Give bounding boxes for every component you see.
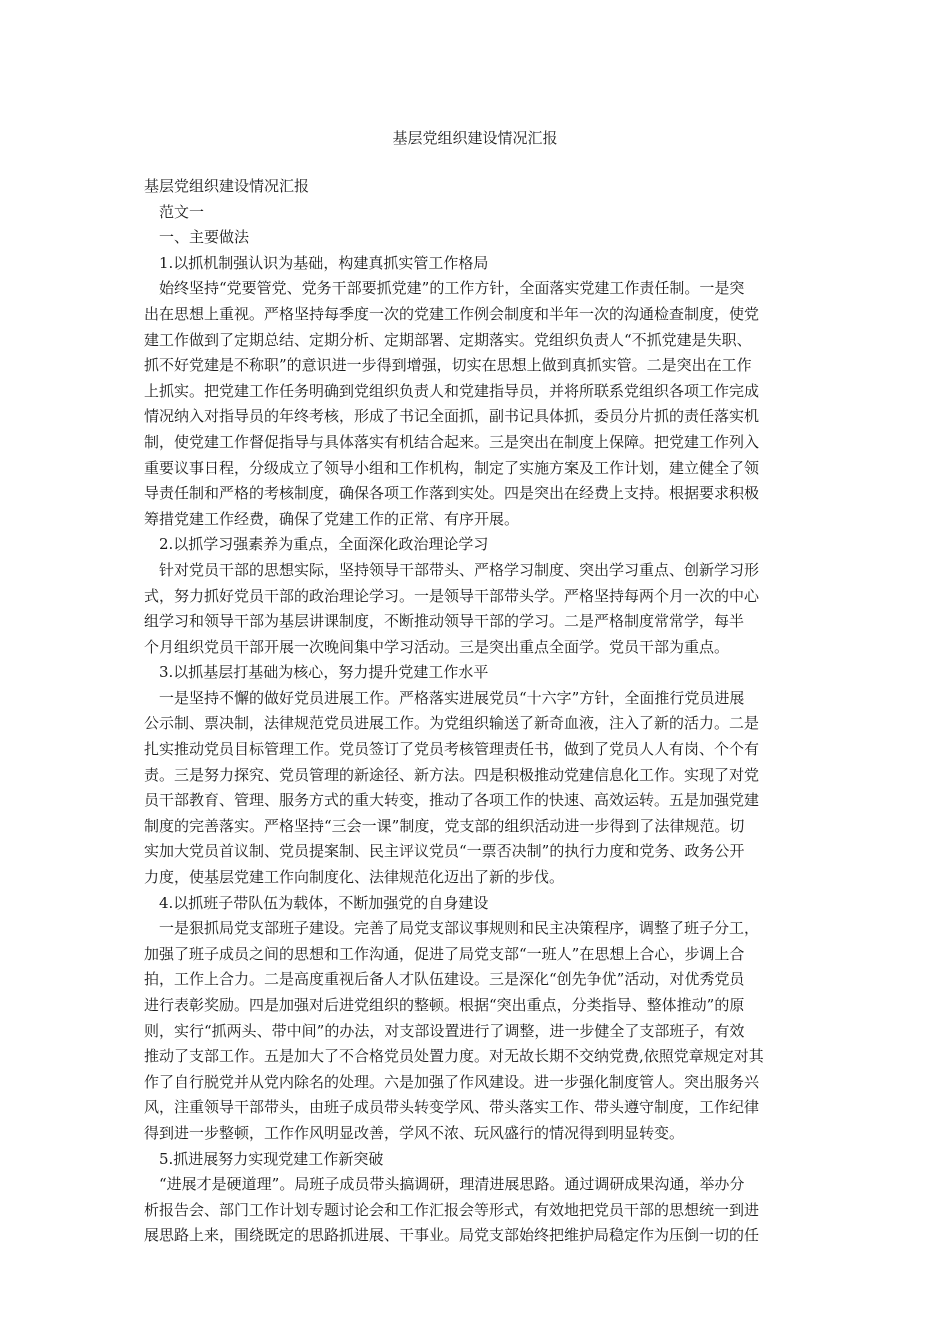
text-line: 范文一 [159,202,205,221]
text-line: 加强了班子成员之间的思想和工作沟通，促进了局党支部“一班人”在思想上合心，步调上合 [144,944,745,963]
text-line: 制度的完善落实。严格坚持“三会一课”制度，党支部的组织活动进一步得到了法律规范。切 [144,816,745,835]
text-line: 制，使党建工作督促指导与具体落实有机结合起来。三是突出在制度上保障。把党建工作列入 [144,432,760,451]
text-line: 1.以抓机制强认识为基础，构建真抓实管工作格局 [159,253,489,272]
text-line: 一是坚持不懈的做好党员进展工作。严格落实进展党员“十六字”方针，全面推行党员进展 [159,688,745,707]
text-line: 实加大党员首议制、党员提案制、民主评议党员“一票否决制”的执行力度和党务、政务公开 [144,842,745,861]
text-line: 作了自行脱党并从党内除名的处理。六是加强了作风建设。进一步强化制度管人。突出服务兴 [144,1072,760,1091]
text-line: 2.以抓学习强素养为重点，全面深化政治理论学习 [159,535,489,554]
text-line: 针对党员干部的思想实际，坚持领导干部带头、严格学习制度、突出学习重点、创新学习形 [159,560,760,579]
text-line: 情况纳入对指导员的年终考核，形成了书记全面抓，副书记具体抓，委员分片抓的责任落实机 [144,407,760,426]
text-line: 上抓实。把党建工作任务明确到党组织负责人和党建指导员，并将所联系党组织各项工作完成 [144,381,760,400]
text-line: 析报告会、部门工作计划专题讨论会和工作汇报会等形式，有效地把党员干部的思想统一到进 [144,1200,760,1219]
text-line: 3.以抓基层打基础为核心，努力提升党建工作水平 [159,663,489,682]
text-line: 力度，使基层党建工作向制度化、法律规范化迈出了新的步伐。 [144,868,565,887]
text-line: 始终坚持“党要管党、党务干部要抓党建”的工作方针，全面落实党建工作责任制。一是突 [159,279,745,298]
text-line: 基层党组织建设情况汇报 [144,177,310,195]
text-line: 4.以抓班子带队伍为载体，不断加强党的自身建设 [159,893,489,912]
text-line: 个月组织党员干部开展一次晚间集中学习活动。三是突出重点全面学。党员干部为重点。 [144,637,730,656]
text-line: 出在思想上重视。严格坚持每季度一次的党建工作例会制度和半年一次的沟通检查制度，使党 [144,304,760,323]
text-line: 扎实推动党员目标管理工作。党员签订了党员考核管理责任书，做到了党员人人有岗、个个有 [144,740,760,759]
text-line: 抓不好党建是不称职”的意识进一步得到增强，切实在思想上做到真抓实管。二是突出在工作 [144,356,752,375]
text-line: 得到进一步整顿，工作作风明显改善，学风不浓、玩风盛行的情况得到明显转变。 [144,1123,685,1142]
document-body [144,174,804,1249]
text-line: 风，注重领导干部带头，由班子成员带头转变学风、带头落实工作、带头遵守制度，工作纪律 [144,1098,760,1117]
page-title: 基层党组织建设情况汇报 [392,129,558,147]
text-line: 导责任制和严格的考核制度，确保各项工作落到实处。四是突出在经费上支持。根据要求积极 [144,484,760,503]
text-line: 推动了支部工作。五是加大了不合格党员处置力度。对无故长期不交纳党费,依照党章规定对其 [144,1047,764,1066]
text-line: 责。三是努力探究、党员管理的新途径、新方法。四是积极推动党建信息化工作。实现了对党 [144,765,760,784]
text-line: 重要议事日程，分级成立了领导小组和工作机构，制定了实施方案及工作计划，建立健全了领 [144,458,760,477]
text-line: 展思路上来，围绕既定的思路抓进展、干事业。局党支部始终把维护局稳定作为压倒一切的任 [144,1226,760,1245]
text-line: 建工作做到了定期总结、定期分析、定期部署、定期落实。党组织负责人“不抓党建是失职、 [144,330,752,349]
text-line: 进行表彰奖励。四是加强对后进党组织的整顿。根据“突出重点，分类指导、整体推动”的原 [144,996,745,1014]
text-line: 组学习和领导干部为基层讲课制度，不断推动领导干部的学习。二是严格制度常常学，每半 [144,612,745,631]
text-line: “进展才是硬道理”。局班子成员带头搞调研，理清进展思路。通过调研成果沟通，举办分 [159,1175,745,1194]
text-line: 式，努力抓好党员干部的政治理论学习。一是领导干部带头学。严格坚持每两个月一次的中心 [144,586,760,605]
text-line: 员干部教育、管理、服务方式的重大转变，推动了各项工作的快速、高效运转。五是加强党建 [144,791,760,810]
text-line: 一是狠抓局党支部班子建设。完善了局党支部议事规则和民主决策程序，调整了班子分工， [159,919,760,938]
text-line: 一、主要做法 [159,228,250,247]
text-line: 公示制、票决制，法律规范党员进展工作。为党组织输送了新奇血液，注入了新的活力。二是 [144,714,760,733]
text-line: 拍，工作上合力。二是高度重视后备人才队伍建设。三是深化“创先争优”活动，对优秀党员 [144,970,745,989]
text-line: 5.抓进展努力实现党建工作新突破 [159,1149,384,1168]
text-line: 则，实行“抓两头、带中间”的办法，对支部设置进行了调整，进一步健全了支部班子，有效 [144,1021,745,1040]
text-line: 筹措党建工作经费，确保了党建工作的正常、有序开展。 [144,509,520,528]
